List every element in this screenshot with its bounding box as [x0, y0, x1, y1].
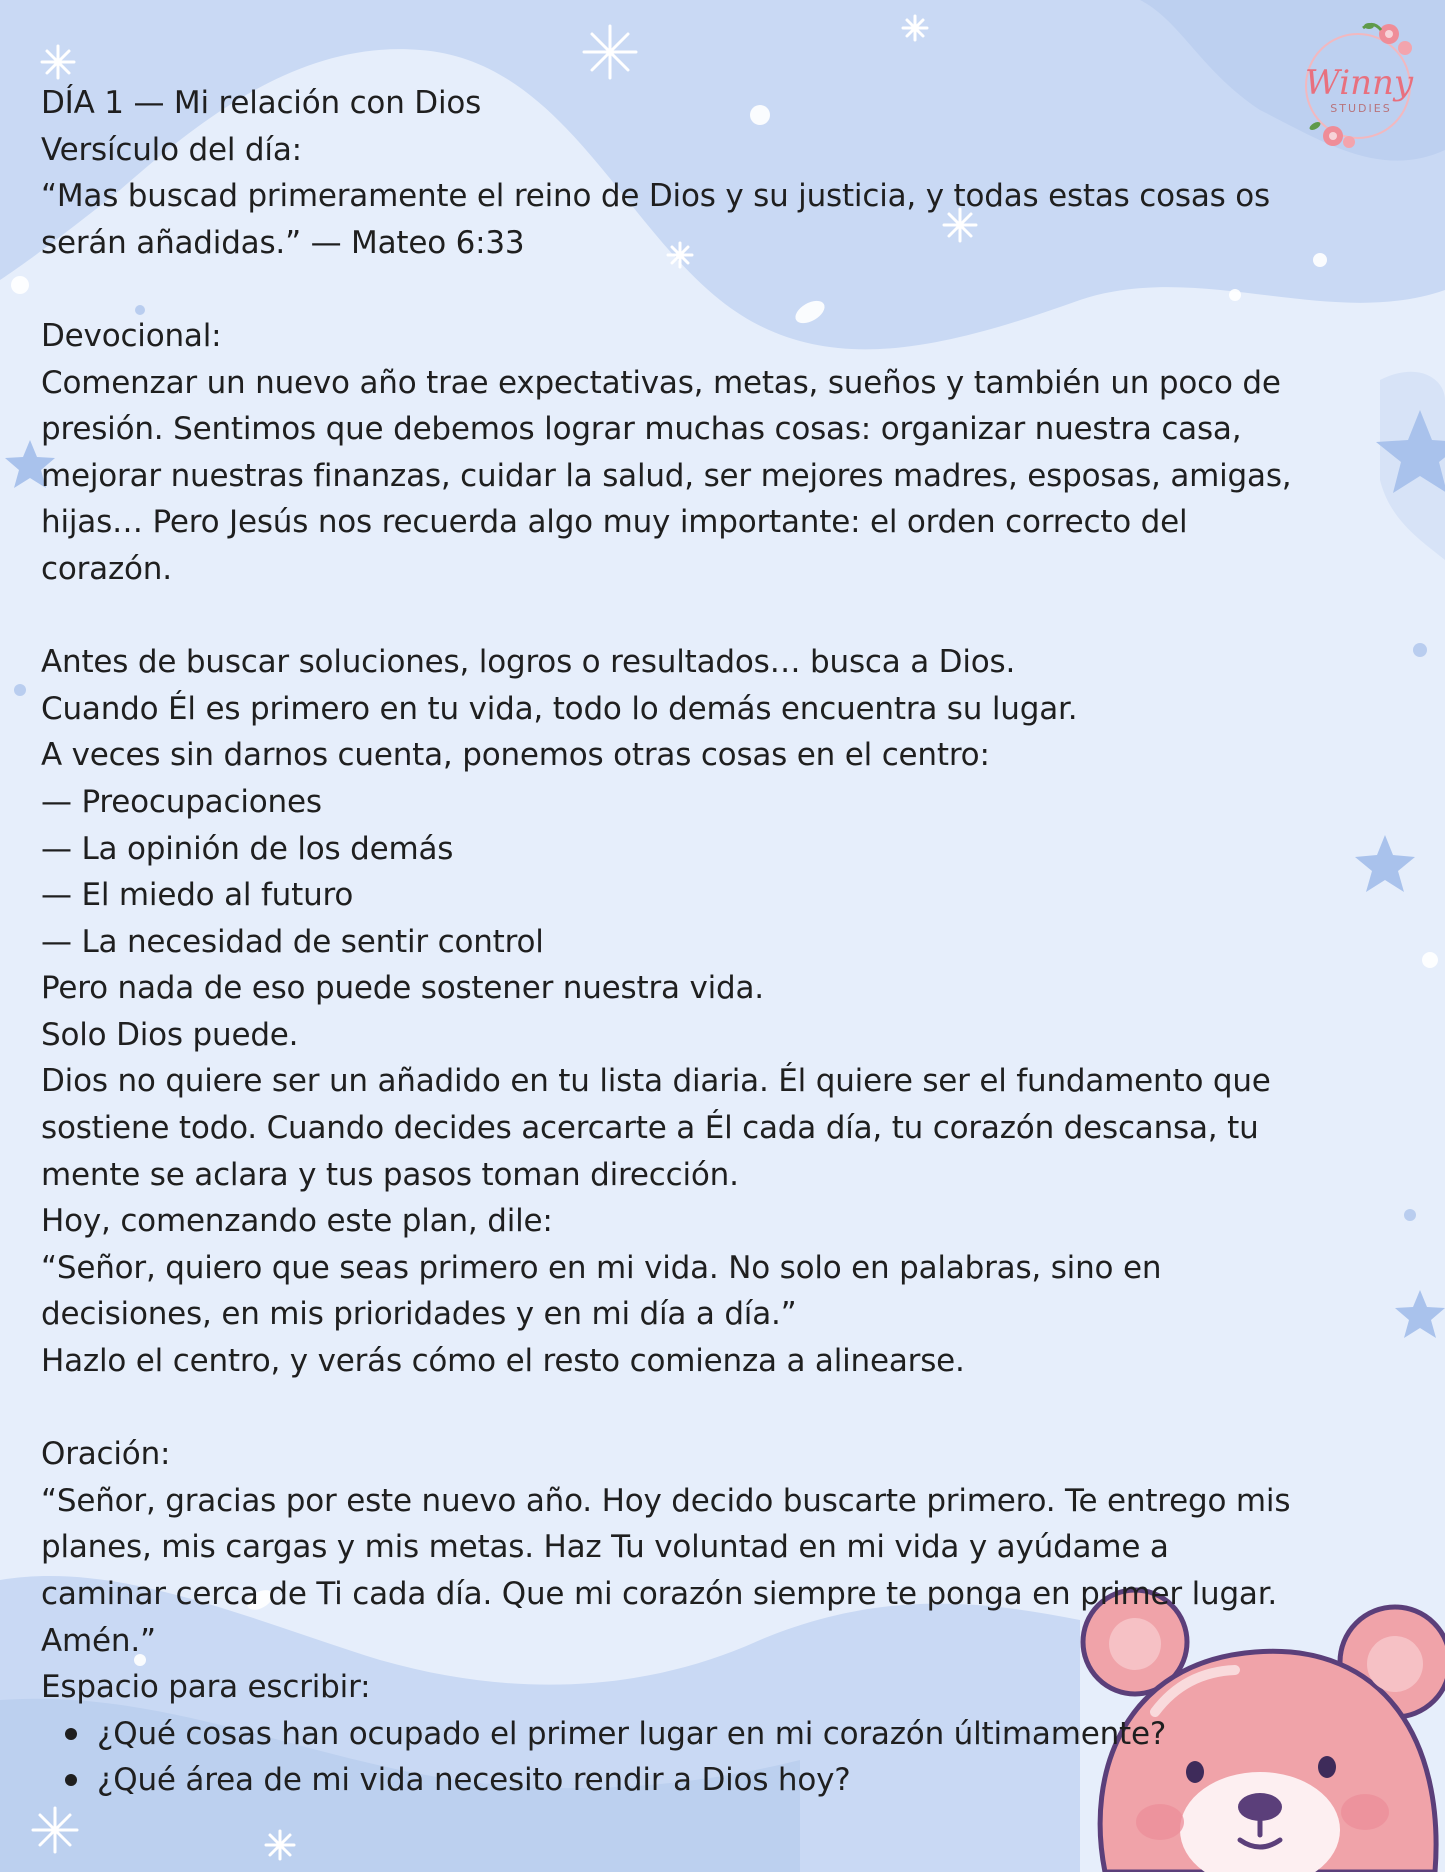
- day-title: DÍA 1 — Mi relación con Dios: [41, 85, 482, 121]
- list-item: [41, 1711, 1411, 1758]
- verse-line: “Mas buscad primeramente el reino de Dios y su justicia, y todas estas cosas os: [41, 178, 1270, 215]
- paragraph-line: hijas… Pero Jesús nos recuerda algo muy importante: el orden correcto del: [41, 504, 1188, 541]
- paragraph-line: corazón.: [41, 550, 172, 587]
- paragraph-line: sostiene todo. Cuando decides acercarte a Él cada día, tu corazón descansa, tu: [41, 1110, 1259, 1147]
- snowflake-icon: [584, 26, 636, 78]
- flower-icon: [1363, 23, 1412, 55]
- verse-label: Versículo del día:: [41, 131, 302, 168]
- verse-line: serán añadidas.” — Mateo 6:33: [41, 224, 525, 261]
- reflection-list: [41, 1711, 1411, 1804]
- prayer-line: “Señor, gracias por este nuevo año. Hoy decido buscarte primero. Te entrego mis: [41, 1482, 1291, 1519]
- prayer-line: planes, mis cargas y mis metas. Haz Tu voluntad en mi vida y ayúdame a: [41, 1529, 1169, 1566]
- snowflake-icon: [33, 1808, 77, 1852]
- paragraph-line: Hazlo el centro, y verás cómo el resto comienza a alinearse.: [41, 1343, 965, 1380]
- logo-sub-text: STUDIES: [1330, 102, 1392, 115]
- snowflake-icon: [903, 16, 927, 40]
- prayer-line: caminar cerca de Ti cada día. Que mi corazón siempre te ponga en primer lugar.: [41, 1576, 1278, 1612]
- paragraph-line: Solo Dios puede.: [41, 1016, 299, 1053]
- bullet-icon: [65, 1728, 77, 1740]
- writing-label: Espacio para escribir:: [41, 1669, 371, 1706]
- dash-item: — El miedo al futuro: [41, 877, 354, 914]
- quote-line: decisiones, en mis prioridades y en mi día a día.”: [41, 1296, 797, 1333]
- paragraph-line: mejorar nuestras finanzas, cuidar la salud, ser mejores madres, esposas, amigas,: [41, 457, 1292, 494]
- list-item: [41, 1757, 1411, 1804]
- prayer-line: Amén.”: [41, 1622, 156, 1659]
- dash-item: — Preocupaciones: [41, 783, 322, 820]
- snowflake-icon: [266, 1831, 294, 1859]
- paragraph-line: Pero nada de eso puede sostener nuestra vida.: [41, 970, 764, 1007]
- bullet-icon: [65, 1774, 77, 1786]
- quote-line: “Señor, quiero que seas primero en mi vida. No solo en palabras, sino en: [41, 1249, 1162, 1286]
- paragraph-line: Comenzar un nuevo año trae expectativas, metas, sueños y también un poco de: [41, 364, 1281, 401]
- devotional-label: Devocional:: [41, 317, 222, 354]
- list-item-text: ¿Qué área de mi vida necesito rendir a Dios hoy?: [97, 1762, 851, 1799]
- document-body: [41, 80, 1411, 1804]
- list-item-text: ¿Qué cosas han ocupado el primer lugar en mi corazón últimamente?: [97, 1715, 1167, 1752]
- dash-item: — La necesidad de sentir control: [41, 923, 544, 960]
- bear-left-cheek: [1136, 1804, 1184, 1840]
- logo-script-text: Winny: [1304, 63, 1414, 103]
- snowflake-icon: [42, 46, 74, 78]
- dash-item: — La opinión de los demás: [41, 830, 454, 867]
- prayer-label: Oración:: [41, 1436, 171, 1473]
- paragraph-line: Antes de buscar soluciones, logros o resultados… busca a Dios.: [41, 644, 1016, 681]
- paragraph-line: presión. Sentimos que debemos lograr muchas cosas: organizar nuestra casa,: [41, 411, 1242, 448]
- paragraph-line: Hoy, comenzando este plan, dile:: [41, 1203, 553, 1240]
- paragraph-line: Dios no quiere ser un añadido en tu lista diaria. Él quiere ser el fundamento que: [41, 1063, 1271, 1100]
- paragraph-line: Cuando Él es primero en tu vida, todo lo demás encuentra su lugar.: [41, 690, 1078, 727]
- paragraph-line: mente se aclara y tus pasos toman dirección.: [41, 1156, 739, 1193]
- paragraph-line: A veces sin darnos cuenta, ponemos otras cosas en el centro:: [41, 737, 990, 774]
